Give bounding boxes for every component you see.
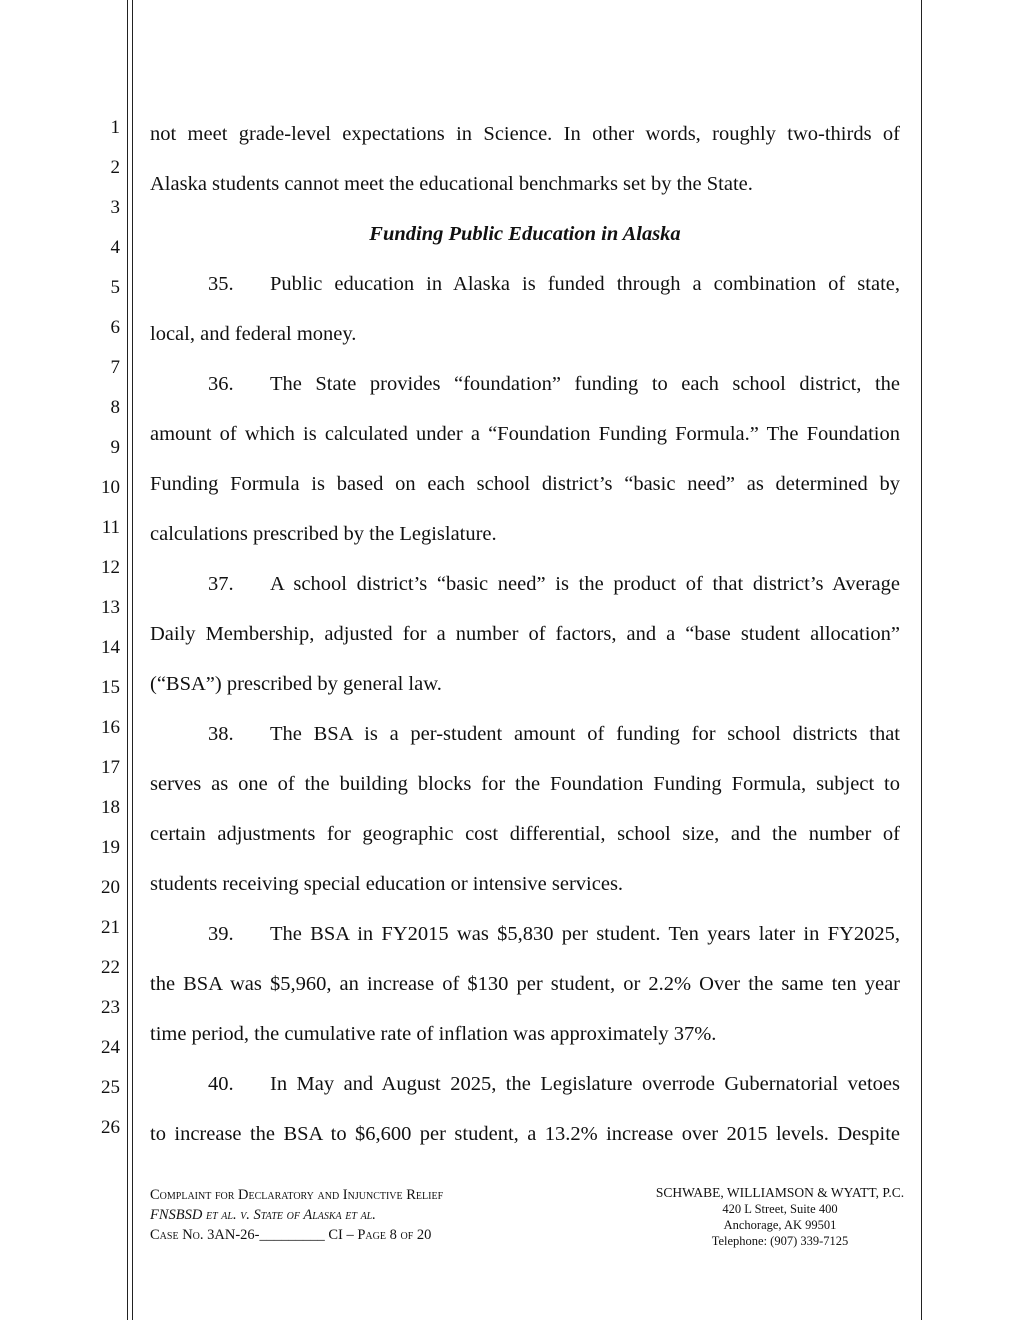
- body-line: In May and August 2025, the Legislature overrode Gubernatorial vetoes: [270, 1073, 900, 1095]
- paragraph-number: 35.: [208, 273, 234, 295]
- body-line: to increase the BSA to $6,600 per student, a 13.2% increase over 2015 levels. Despite: [150, 1123, 900, 1145]
- body-line: students receiving special education or intensive services.: [150, 873, 624, 895]
- right-margin-rule: [921, 0, 922, 1320]
- firm-info: [640, 1185, 920, 1249]
- body-line: not meet grade-level expectations in Science. In other words, roughly two-thirds of: [150, 123, 900, 145]
- body-line: serves as one of the building blocks for the Foundation Funding Formula, subject to: [150, 773, 900, 795]
- line-number: 8: [110, 397, 120, 418]
- line-number: 19: [101, 837, 120, 858]
- line-number: 15: [101, 677, 120, 698]
- body-line: local, and federal money.: [150, 323, 357, 345]
- body-line: calculations prescribed by the Legislature.: [150, 523, 497, 545]
- line-number: 13: [101, 597, 120, 618]
- firm-telephone: Telephone: (907) 339-7125: [711, 1234, 849, 1248]
- body-line: certain adjustments for geographic cost differential, school size, and the number of: [150, 823, 900, 845]
- line-number: 20: [101, 877, 120, 898]
- line-number: 26: [101, 1117, 120, 1138]
- line-number: 1: [110, 117, 120, 138]
- paragraph-number: 37.: [208, 573, 234, 595]
- line-number: 4: [110, 237, 120, 258]
- paragraph-number: 39.: [208, 923, 234, 945]
- body-line: A school district’s “basic need” is the product of that district’s Average: [270, 573, 900, 595]
- line-number: 12: [101, 557, 120, 578]
- line-number: 21: [101, 917, 120, 938]
- line-number: 23: [101, 997, 120, 1018]
- paragraph-number: 40.: [208, 1073, 234, 1095]
- section-heading: Funding Public Education in Alaska: [369, 223, 681, 245]
- body-line: The BSA in FY2015 was $5,830 per student. Ten years later in FY2025,: [270, 923, 900, 945]
- body-line: The BSA is a per-student amount of funding for school districts that: [270, 723, 900, 745]
- body-line: Public education in Alaska is funded through a combination of state,: [270, 273, 900, 295]
- footer-caption: [150, 1185, 443, 1245]
- body-line: (“BSA”) prescribed by general law.: [150, 673, 442, 695]
- paragraph-number: 36.: [208, 373, 234, 395]
- line-number: 18: [101, 797, 120, 818]
- body-line: the BSA was $5,960, an increase of $130 per student, or 2.2% Over the same ten year: [150, 973, 900, 995]
- line-number: 22: [101, 957, 120, 978]
- line-number: 25: [101, 1077, 120, 1098]
- left-margin-rule-outer: [127, 0, 128, 1320]
- left-margin-rule-inner: [132, 0, 133, 1320]
- firm-address-line: 420 L Street, Suite 400: [722, 1202, 838, 1216]
- firm-name: SCHWABE, WILLIAMSON & WYATT, P.C.: [655, 1185, 905, 1200]
- line-number: 7: [110, 357, 120, 378]
- body-line: Alaska students cannot meet the educational benchmarks set by the State.: [150, 173, 753, 195]
- line-number: 3: [110, 197, 120, 218]
- document-title: Complaint for Declaratory and Injunctive Relief: [150, 1187, 444, 1203]
- body-line: amount of which is calculated under a “Foundation Funding Formula.” The Foundation: [150, 423, 900, 445]
- line-number: 24: [101, 1037, 120, 1058]
- line-number-column: [0, 0, 126, 1320]
- line-number: 9: [110, 437, 120, 458]
- paragraph-number: 38.: [208, 723, 234, 745]
- line-number: 6: [110, 317, 120, 338]
- line-number: 16: [101, 717, 120, 738]
- case-caption: [150, 1205, 443, 1225]
- line-number: 17: [101, 757, 120, 778]
- line-number: 14: [101, 637, 120, 658]
- line-number: 10: [101, 477, 120, 498]
- firm-address-line: Anchorage, AK 99501: [723, 1218, 837, 1232]
- body-line: Funding Formula is based on each school district’s “basic need” as determined by: [150, 473, 900, 495]
- caption-parties-rest: et al. v. State of Alaska et al.: [202, 1207, 376, 1223]
- body-line: Daily Membership, adjusted for a number of factors, and a “base student allocation”: [150, 623, 900, 645]
- body-line: The State provides “foundation” funding to each school district, the: [270, 373, 900, 395]
- body-line: time period, the cumulative rate of inflation was approximately 37%.: [150, 1023, 717, 1045]
- line-number: 11: [101, 517, 120, 538]
- caption-parties: FNSBSD: [150, 1207, 203, 1223]
- line-number: 2: [110, 157, 120, 178]
- case-number-page: Case No. 3AN-26-_________ CI – Page 8 of 20: [150, 1227, 432, 1243]
- line-number: 5: [110, 277, 120, 298]
